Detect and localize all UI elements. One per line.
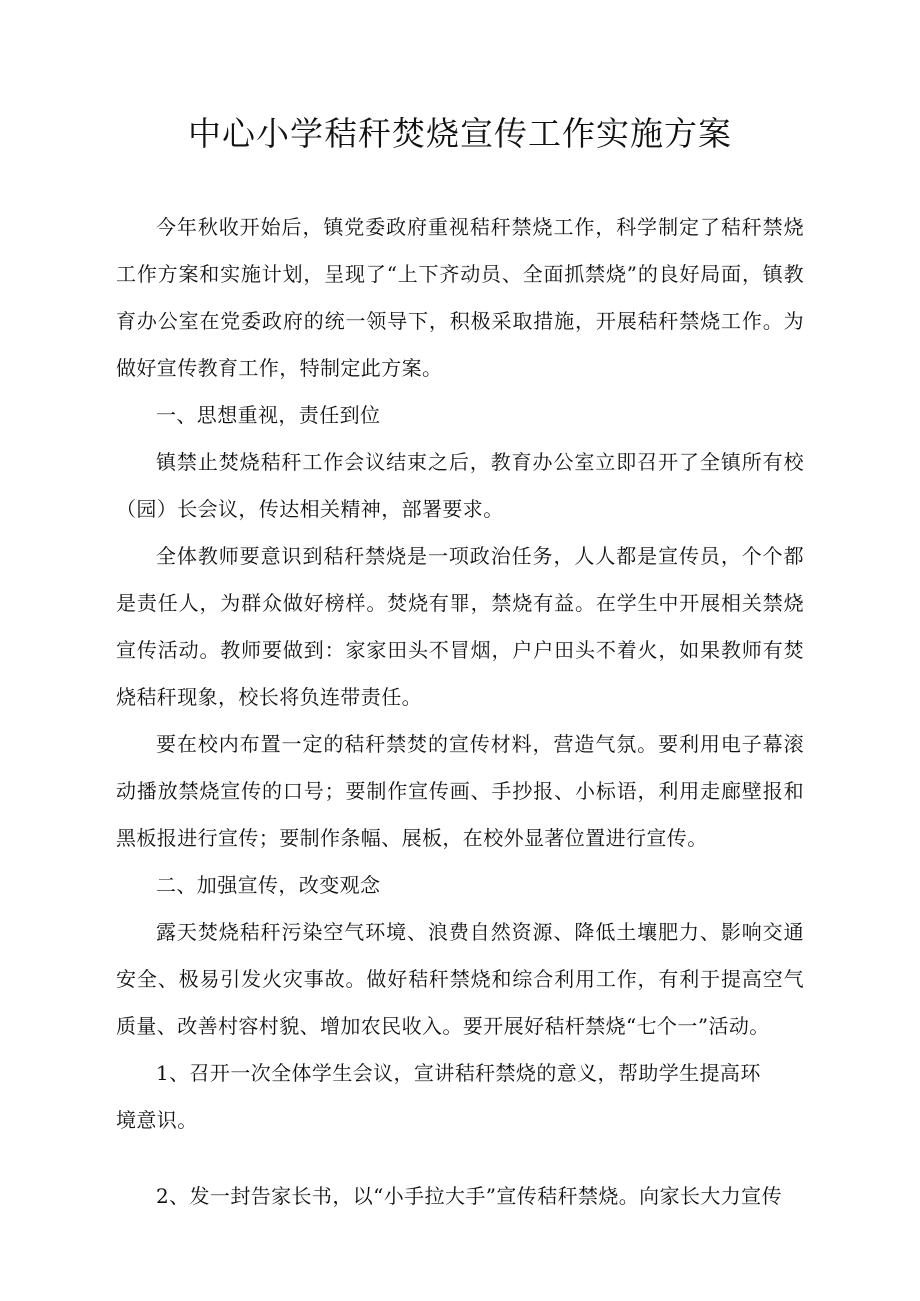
paragraph-campus-materials: 要在校内布置一定的秸秆禁焚的宣传材料，营造气氛。要利用电子幕滚动播放禁烧宣传的口号；要制作宣传画、手抄报、小标语，利用走廊壁报和黑板报进行宣传；要制作条幅、展板，在校外显著位置进行宣传。 [116, 732, 804, 850]
document-body [116, 204, 804, 1220]
paragraph-pollution: 露天焚烧秸秆污染空气环境、浪费自然资源、降低土壤肥力、影响交通安全、极易引发火灾事故。做好秸秆禁烧和综合利用工作，有利于提高空气质量、改善村容村貌、增加农民收入。要开展好秸杆禁烧“七个一”活动。 [116, 920, 804, 1038]
section-heading-1: 一、思想重视，责任到位 [156, 403, 381, 427]
list-item-2: 2、发一封告家长书，以“小手拉大手”宣传秸秆禁烧。向家长大力宣传 [156, 1184, 782, 1208]
paragraph-intro: 今年秋收开始后，镇党委政府重视秸秆禁烧工作，科学制定了秸秆禁烧工作方案和实施计划，呈现了“上下齐动员、全面抓禁烧”的良好局面，镇教育办公室在党委政府的统一领导下，积极采取措施，开展秸秆禁烧工作。为做好宣传教育工作，特制定此方案。 [116, 215, 804, 380]
section-heading-2: 二、加强宣传，改变观念 [156, 873, 381, 897]
list-item-1: 1、召开一次全体学生会议，宣讲秸秆禁烧的意义，帮助学生提高环 [156, 1061, 761, 1085]
list-item-1-continued: 境意识。 [116, 1108, 198, 1132]
paragraph-meeting: 镇禁止焚烧秸秆工作会议结束之后，教育办公室立即召开了全镇所有校（园）长会议，传达相关精神，部署要求。 [116, 450, 804, 521]
paragraph-teachers: 全体教师要意识到秸秆禁烧是一项政治任务，人人都是宣传员，个个都是责任人，为群众做好榜样。焚烧有罪，禁烧有益。在学生中开展相关禁烧宣传活动。教师要做到：家家田头不冒烟，户户田头不着火，如果教师有焚烧秸秆现象，校长将负连带责任。 [116, 544, 804, 709]
document-title: 中心小学秸秆焚烧宣传工作实施方案 [188, 114, 732, 153]
